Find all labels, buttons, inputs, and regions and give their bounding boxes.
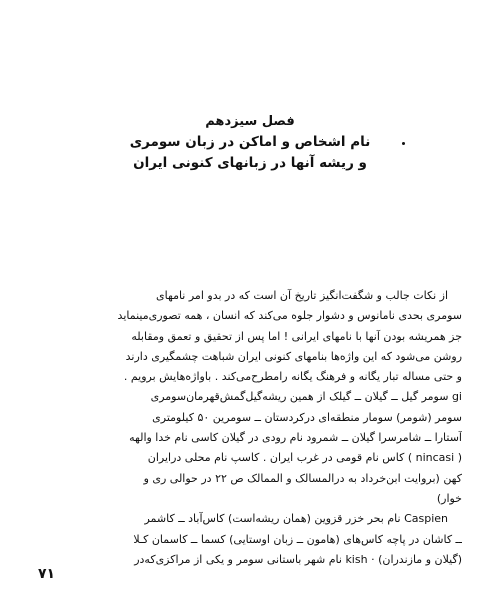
page-number: ۷۱ <box>38 566 56 582</box>
chapter-title-line-2: و ریشه آنها در زبانهای کنونی ایران <box>133 155 367 171</box>
body-line: جز همریشه بودن آنها با نامهای ایرانی ! اما پس از تحقیق و تعمق ومقابله <box>131 329 462 343</box>
body-line: آستارا ــ شامرسرا گیلان ــ شمرود نام رودی در گیلان کاسی نام خدا والهه <box>129 431 462 445</box>
body-line: خوار) <box>436 491 462 505</box>
body-line: سومری بحدی نامانوس و دشوار جلوه می‌کند که انسان ، همه تصوری‌مینماید <box>117 309 462 323</box>
body-line: ــ کاشان در پاچه کاس‌های (هامون ــ زبان اوستایی) کسما ــ کاسمان کـلا <box>133 532 462 546</box>
body-line: (گیلان و مازندران) · kish نام شهر باستانی سومر و یکی از مراکزی‌که‌در <box>134 552 462 566</box>
chapter-heading <box>40 112 460 174</box>
body-line: از نکات جالب و شگفت‌انگیز تاریخ آن است که در بدو امر نامهای <box>156 289 448 302</box>
chapter-label: فصل سیزدهم <box>205 114 295 129</box>
body-line: سومر (شومر) سومار منطقه‌ای درکردستان ــ سومرین ۵۰ کیلومتری <box>152 410 462 424</box>
chapter-title-line-1: نام اشخاص و اماکن در زبان سومری <box>129 134 371 150</box>
body-line: روشن می‌شود که این واژه‌ها بنامهای کنونی ایران شباهت چشمگیری دارند <box>125 349 462 363</box>
body-line: Caspien نام بحر خزر قزوین (همان ریشه‌است) کاس‌آباد ــ کاشمر <box>144 512 448 526</box>
body-line: gi سومر گیل ــ گیلان ــ گیلک از همین ریشه‌گیل‌گمش‌قهرمان‌سومری <box>150 390 462 404</box>
body-line: کهن (بروایت ابن‌خرداد به درالمسالک و الممالک ص ۲۲ در حوالی ری و <box>143 471 462 485</box>
stray-dot-mark <box>402 142 405 145</box>
body-text <box>38 286 462 570</box>
body-line: ( nincasi ) کاس نام قومی در غرب ایران . کاسپ نام محلی درایران <box>147 451 462 465</box>
body-line: و حتی مساله تبار یگانه و فرهنگ یگانه رامطرح‌می‌کند . باواژه‌هایش برویم . <box>123 370 462 384</box>
